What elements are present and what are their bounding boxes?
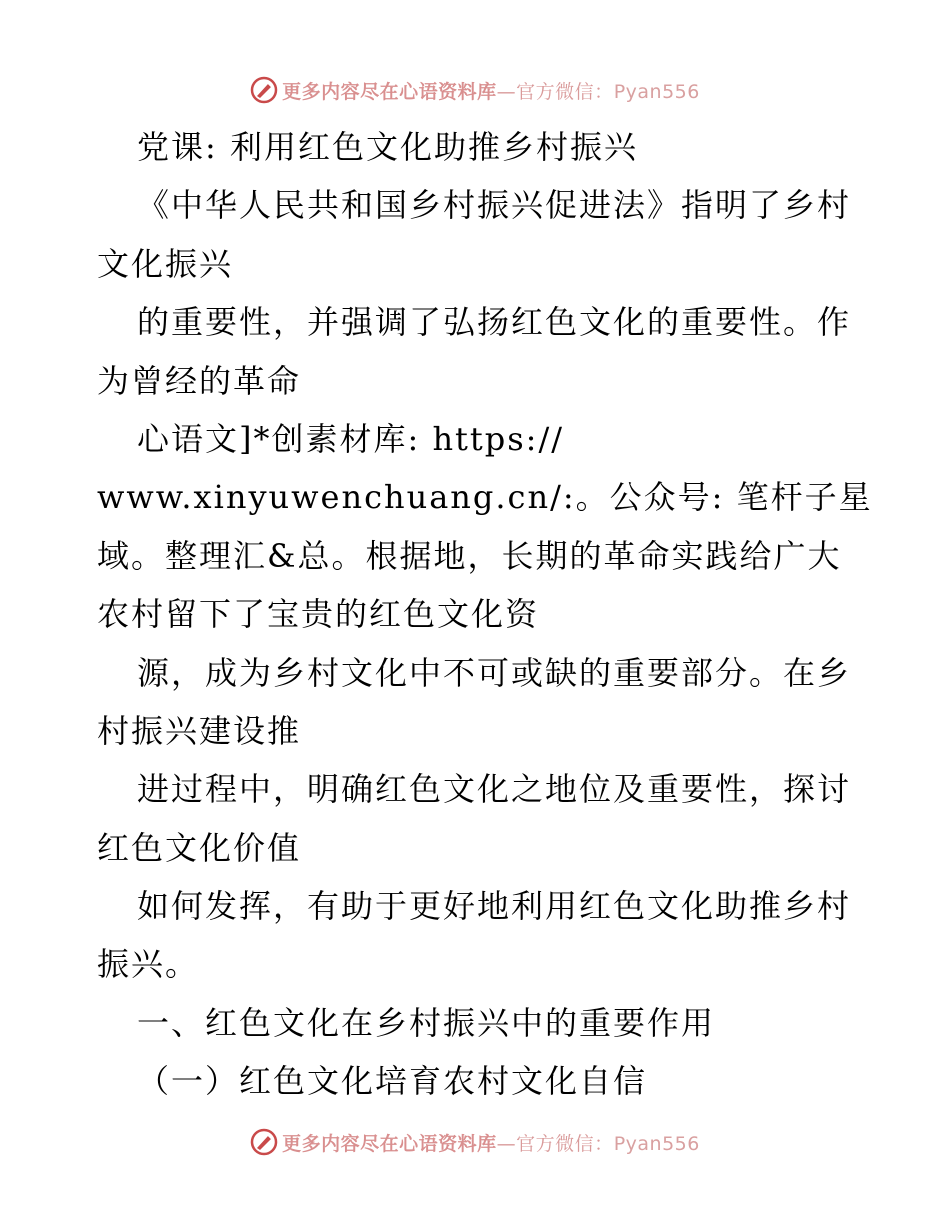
- paragraph-line: 域。整理汇&总。根据地，长期的革命实践给广大: [97, 536, 842, 575]
- watermark-text: [282, 77, 700, 104]
- paragraph-line: 进过程中，明确红色文化之地位及重要性，探讨: [137, 770, 852, 809]
- paragraph-line: 如何发挥，有助于更好地利用红色文化助推乡村: [137, 887, 852, 926]
- pen-logo-icon: [250, 1128, 278, 1156]
- pen-logo-icon: [250, 76, 278, 104]
- paragraph-line: 心语文]*创素材库: https://: [137, 419, 565, 458]
- paragraph-line: 的重要性，并强调了弘扬红色文化的重要性。作: [137, 303, 852, 342]
- watermark-id: Pyan556: [613, 1132, 700, 1155]
- paragraph-line: 农村留下了宝贵的红色文化资: [97, 595, 540, 634]
- paragraph-line: 为曾经的革命: [97, 361, 302, 400]
- document-body: [97, 118, 873, 1111]
- watermark-text: [282, 1129, 700, 1156]
- watermark-main: 更多内容尽在心语资料库: [282, 1132, 497, 1155]
- doc-title: 党课: 利用红色文化助推乡村振兴: [137, 128, 638, 166]
- header-watermark: [0, 70, 950, 110]
- watermark-contact: 官方微信：: [516, 1132, 614, 1155]
- subsection-heading: （一）红色文化培育农村文化自信: [137, 1062, 648, 1101]
- paragraph-line: 源，成为乡村文化中不可或缺的重要部分。在乡: [137, 653, 852, 692]
- paragraph-line: 《中华人民共和国乡村振兴促进法》指明了乡村: [137, 186, 852, 225]
- paragraph-line: www.xinyuwenchuang.cn/:。公众号: 笔杆子星: [97, 478, 873, 517]
- watermark-main: 更多内容尽在心语资料库: [282, 80, 497, 103]
- watermark-id: Pyan556: [613, 80, 700, 103]
- paragraph-line: 文化振兴: [97, 244, 234, 283]
- watermark-contact: 官方微信：: [516, 80, 614, 103]
- footer-watermark: [0, 1122, 950, 1162]
- paragraph-line: 红色文化价值: [97, 828, 302, 867]
- section-heading: 一、红色文化在乡村振兴中的重要作用: [137, 1003, 716, 1042]
- watermark-separator: —: [496, 1132, 517, 1155]
- paragraph-line: 振兴。: [97, 945, 200, 984]
- watermark-separator: —: [496, 80, 517, 103]
- paragraph-line: 村振兴建设推: [97, 711, 302, 750]
